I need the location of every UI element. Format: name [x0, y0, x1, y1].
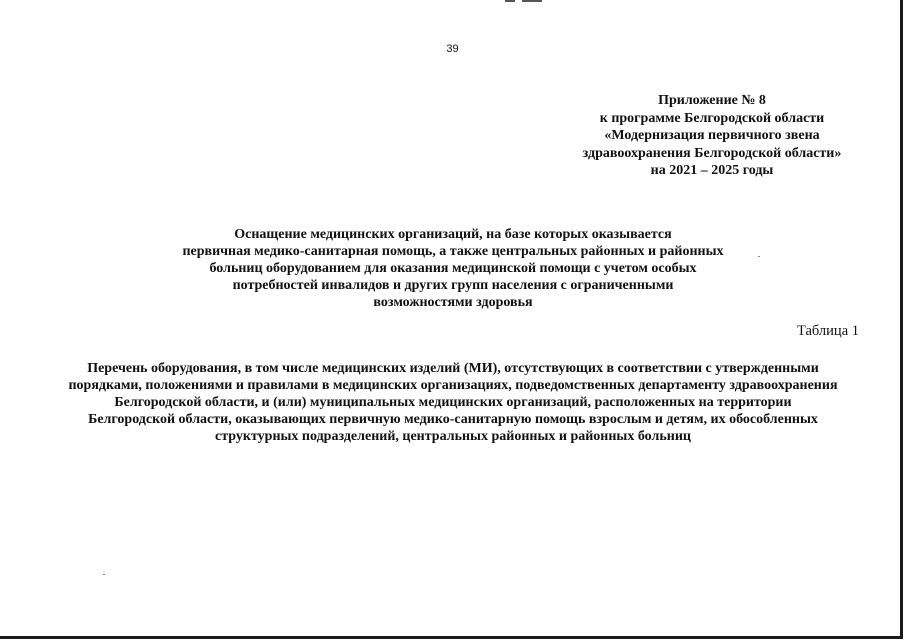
list-title: [40, 360, 866, 445]
appendix-line: на 2021 – 2025 годы: [650, 163, 774, 178]
scan-speck: [103, 574, 105, 575]
scan-mark: [522, 0, 542, 2]
scan-speck: [758, 256, 760, 257]
appendix-line: Приложение № 8: [658, 93, 766, 108]
list-title-line: Белгородской области, и (или) муниципальных медицинских организаций, расположенных на территории: [114, 395, 792, 410]
appendix-line: к программе Белгородской области: [599, 110, 825, 126]
title-line: первичная медико-санитарная помощь, а также центральных районных и районных: [182, 244, 724, 259]
appendix-line: здравоохранения Белгородской области»: [582, 145, 842, 161]
list-title-line: порядками, положениями и правилами в медицинских организациях, подведомственных департаменту здравоохранения: [68, 378, 838, 393]
scan-mark: [505, 0, 515, 2]
appendix-header: [560, 92, 864, 180]
appendix-line: «Модернизация первичного звена: [604, 128, 820, 143]
list-title-line: Перечень оборудования, в том числе медицинских изделий (МИ), отсутствующих в соответствии с утвержденными: [87, 361, 819, 376]
title-line: Оснащение медицинских организаций, на базе которых оказывается: [234, 227, 672, 242]
list-title-line: структурных подразделений, центральных районных и районных больниц: [215, 429, 691, 444]
title-line: больниц оборудованием для оказания медицинской помощи с учетом особых: [209, 261, 697, 276]
document-title: [150, 226, 756, 311]
table-label: Таблица 1: [796, 323, 859, 339]
title-line: потребностей инвалидов и других групп населения с ограниченными: [232, 278, 674, 293]
page-number: 39: [446, 43, 459, 55]
title-line: возможностями здоровья: [373, 295, 533, 310]
list-title-line: Белгородской области, оказывающих первичную медико-санитарную помощь взрослым и детям, их обособленных: [88, 412, 818, 427]
